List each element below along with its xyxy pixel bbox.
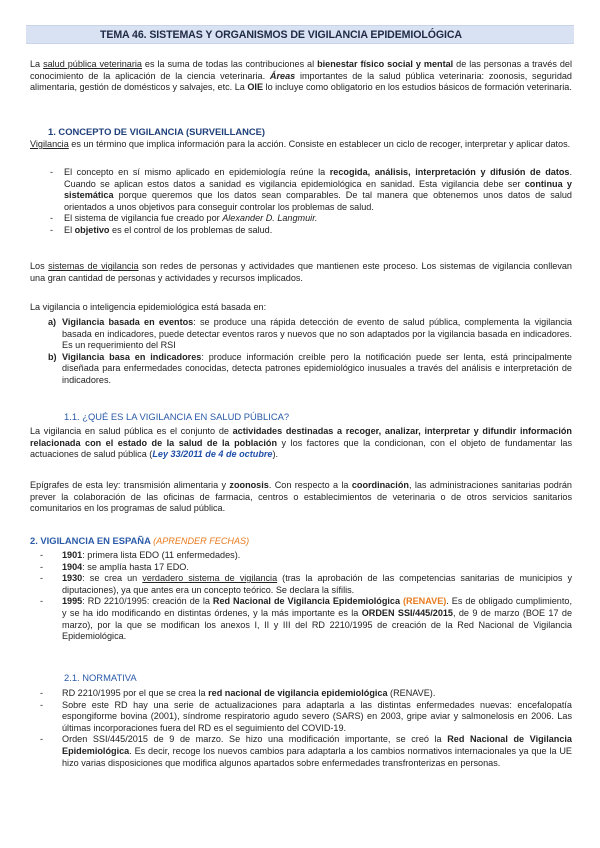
- bullet-mark: -: [40, 734, 44, 745]
- list-item: [30, 700, 572, 735]
- page-title: TEMA 46. SISTEMAS Y ORGANISMOS DE VIGILANCIA EPIDEMIOLÓGICA: [26, 25, 574, 44]
- text: , las administraciones sanitarias podrán prever la colaboración de las oficinas de farmacia, centros o establecimientos de veterinaria o de otros servicios sanitarios comunitarios en los programas de salud pública.: [30, 480, 572, 514]
- bullet-list: [30, 167, 572, 237]
- text: y los factores que la condicionan, con el objeto de fundamentar las actuaciones de salud pública (: [30, 437, 572, 460]
- text: son redes de personas y actividades que mantienen este proceso. Los sistemas de vigilancia conllevan una gran cantidad de personas y actividades y recursos implicados.: [30, 261, 572, 283]
- list-marker: a): [48, 317, 57, 327]
- bold-term: continua y sistemática: [64, 178, 572, 201]
- text: La: [30, 59, 44, 69]
- text: . Con respecto a la: [268, 480, 352, 490]
- bullet-mark: -: [40, 550, 44, 560]
- list-item: [30, 573, 572, 596]
- text: de las personas a través del conocimiento de la aplicación de la ciencia veterinaria.: [30, 59, 572, 81]
- section-heading-1-1: 1.1. ¿QUÉ ES LA VIGILANCIA EN SALUD PÚBLICA?: [64, 411, 290, 422]
- text: : primera lista EDO (11 enfermedades).: [82, 550, 241, 560]
- bold-term: recogida, análisis, interpretación y difusión de datos: [329, 167, 570, 177]
- underlined-term: verdadero sistema de vigilancia: [142, 573, 278, 584]
- list-item: [30, 167, 572, 213]
- heading-note: (APRENDER FECHAS): [153, 536, 250, 546]
- year: 1901: [62, 550, 83, 560]
- bold-term: Red Nacional de Vigilancia Epidemiológica: [62, 734, 572, 756]
- text: El: [64, 224, 75, 235]
- bullet-mark: -: [40, 573, 44, 584]
- text: (tras la aprobación de las competencias sanitarias de municipios y diputaciones), ya que antes era un concepto teórico. Se declara la sífilis.: [62, 573, 573, 595]
- text: RD 2210/1995 por el que se crea la: [62, 688, 209, 698]
- list-item: [30, 213, 572, 225]
- text: lo incluye como obligatorio en los estudios básicos de formación veterinaria.: [263, 82, 572, 93]
- intro-paragraph: [30, 59, 572, 94]
- bold-term: red nacional de vigilancia epidemiológica: [208, 688, 388, 698]
- list-item: [30, 317, 572, 352]
- bold-term: OIE: [247, 82, 264, 93]
- heading-text: 2. VIGILANCIA EN ESPAÑA: [30, 535, 154, 546]
- text: importantes de la salud pública veterinaria: zoonosis, seguridad alimentaria, gestión de domésticos y salvajes, etc. La: [30, 70, 572, 93]
- text: El sistema de vigilancia fue creado por: [64, 213, 223, 224]
- year: 1904: [62, 561, 83, 572]
- alpha-list: [30, 317, 572, 387]
- underlined-term: salud pública veterinaria: [43, 59, 142, 69]
- bullet-mark: -: [40, 561, 44, 572]
- text: Los: [30, 261, 49, 271]
- text: Sobre este RD hay una serie de actualizaciones para adaptarla a las distintas enfermedades nuevas: encefalopatía espongiforme bovina (2001), síndrome respiratorio agudo severo (SARS) en 2003, gripe aviar y salmonelosis en 2006. Las últimas incorporaciones fuera del RD es el seguimiento del COVID-19.: [62, 699, 572, 733]
- italic-term: Alexander D. Langmuir.: [222, 213, 318, 224]
- bold-term: Áreas: [269, 70, 296, 81]
- list-item: [30, 734, 572, 769]
- based-on-paragraph: La vigilancia o inteligencia epidemiológica está basada en:: [30, 302, 267, 312]
- list-item: [30, 688, 572, 700]
- bold-term: objetivo: [74, 224, 110, 235]
- year: 1995: [62, 596, 83, 607]
- bold-term: Vigilancia basa en indicadores: [62, 351, 202, 362]
- text: es el control de los problemas de salud.: [109, 224, 273, 235]
- text: . Cuando se aplican estos datos a sanidad es vigilancia epidemiológica en sanidad. Esta vigilancia debe ser: [64, 167, 572, 189]
- list-item: [30, 225, 572, 237]
- list-item: [30, 596, 572, 642]
- section-heading-1: 1. CONCEPTO DE VIGILANCIA (SURVEILLANCE): [48, 126, 266, 137]
- text: (RENAVE).: [387, 688, 436, 698]
- definition-paragraph: [30, 139, 572, 151]
- bullet-mark: -: [50, 213, 54, 224]
- list-marker: b): [48, 351, 57, 362]
- bold-term: ORDEN SSI/445/2015: [361, 607, 453, 618]
- bold-term: Red Nacional de Vigilancia Epidemiológica: [212, 596, 401, 607]
- text: ).: [272, 449, 279, 460]
- text: , de 9 de marzo (BOE 17 de marzo), por la que se modifican los anexos I, II y III del RD 2210/1995 de creación de la Red Nacional de Vigilancia Epidemiológica.: [62, 607, 573, 642]
- normative-list: [30, 688, 572, 769]
- bullet-mark: -: [50, 224, 54, 235]
- section-heading-2-1: 2.1. NORMATIVA: [64, 672, 137, 683]
- bullet-mark: -: [40, 699, 44, 710]
- bullet-mark: -: [40, 596, 44, 607]
- underlined-term: Vigilancia: [30, 139, 69, 149]
- history-list: [30, 550, 572, 643]
- public-health-paragraph: [30, 426, 572, 461]
- text: es la suma de todas las contribuciones al: [141, 59, 318, 69]
- list-item: [30, 550, 572, 562]
- year: 1930: [62, 573, 83, 584]
- text: Orden SSI/445/2015 de 9 de marzo. Se hizo una modificación importante, se creó la: [62, 734, 448, 745]
- bold-term: actividades destinadas a recoger, analizar, interpretar y difundir información relacionada con el estado de la salud de la población: [30, 426, 572, 448]
- bold-term: Vigilancia basada en eventos: [62, 317, 194, 327]
- bullet-mark: -: [40, 688, 44, 698]
- bullet-mark: -: [50, 167, 54, 177]
- renave-acronym: (RENAVE): [400, 596, 447, 607]
- bold-term: bienestar físico social y mental: [317, 59, 454, 69]
- list-item: [30, 352, 572, 387]
- text: : se crea un: [82, 573, 143, 584]
- underlined-term: sistemas de vigilancia: [48, 261, 139, 271]
- section-heading-2: [30, 535, 572, 548]
- text: : RD 2210/1995: creación de la: [82, 596, 213, 607]
- text: es un término que implica información para la acción. Consiste en establecer un ciclo de recoger, interpretar y aplicar datos.: [68, 139, 571, 149]
- bold-term: coordinación: [351, 480, 409, 490]
- bold-term: zoonosis: [229, 480, 269, 490]
- law-epigraphs-paragraph: [30, 480, 572, 515]
- text: . Es de obligado cumplimiento, y se ha ido modificando en distintas órdenes, y la más importante es la: [62, 596, 572, 618]
- law-reference: Ley 33/2011 de 4 de octubre: [152, 449, 273, 460]
- text: Epígrafes de esta ley: transmisión alimentaria y: [30, 480, 230, 490]
- list-item: [30, 562, 572, 574]
- text: El concepto en sí mismo aplicado en epidemiología reúne la: [64, 167, 330, 177]
- systems-paragraph: [30, 261, 572, 284]
- text: La vigilancia en salud pública es el conjunto de: [30, 426, 233, 436]
- text: porque queremos que los datos sean comparables. De tal manera que obtenemos unos datos de salud orientados a unos objetivos para conseguir controlar los problemas de salud.: [64, 190, 572, 212]
- text: . Es decir, recoge los nuevos cambios para adaptarla a los cambios normativos internacionales ya que la UE hizo varias disposiciones que modifica algunos apartados sobre enfermedades transfronterizas en personas.: [62, 745, 572, 768]
- text: : se produce una rápida detección de evento de salud pública, complementa la vigilancia basada en indicadores, puede detectar eventos raros y nuevos que no son adaptados por la vigilancia basada en indicadores. Es un requerimiento del RSI: [62, 317, 572, 351]
- text: : se amplía hasta 17 EDO.: [82, 561, 189, 572]
- text: : produce información creíble pero la notificación puede ser lenta, está principalmente diseñada para enfermedades conocidas, detecta patrones epidemiológico inusuales a través del análisis e interpretación de indicadores.: [62, 351, 572, 385]
